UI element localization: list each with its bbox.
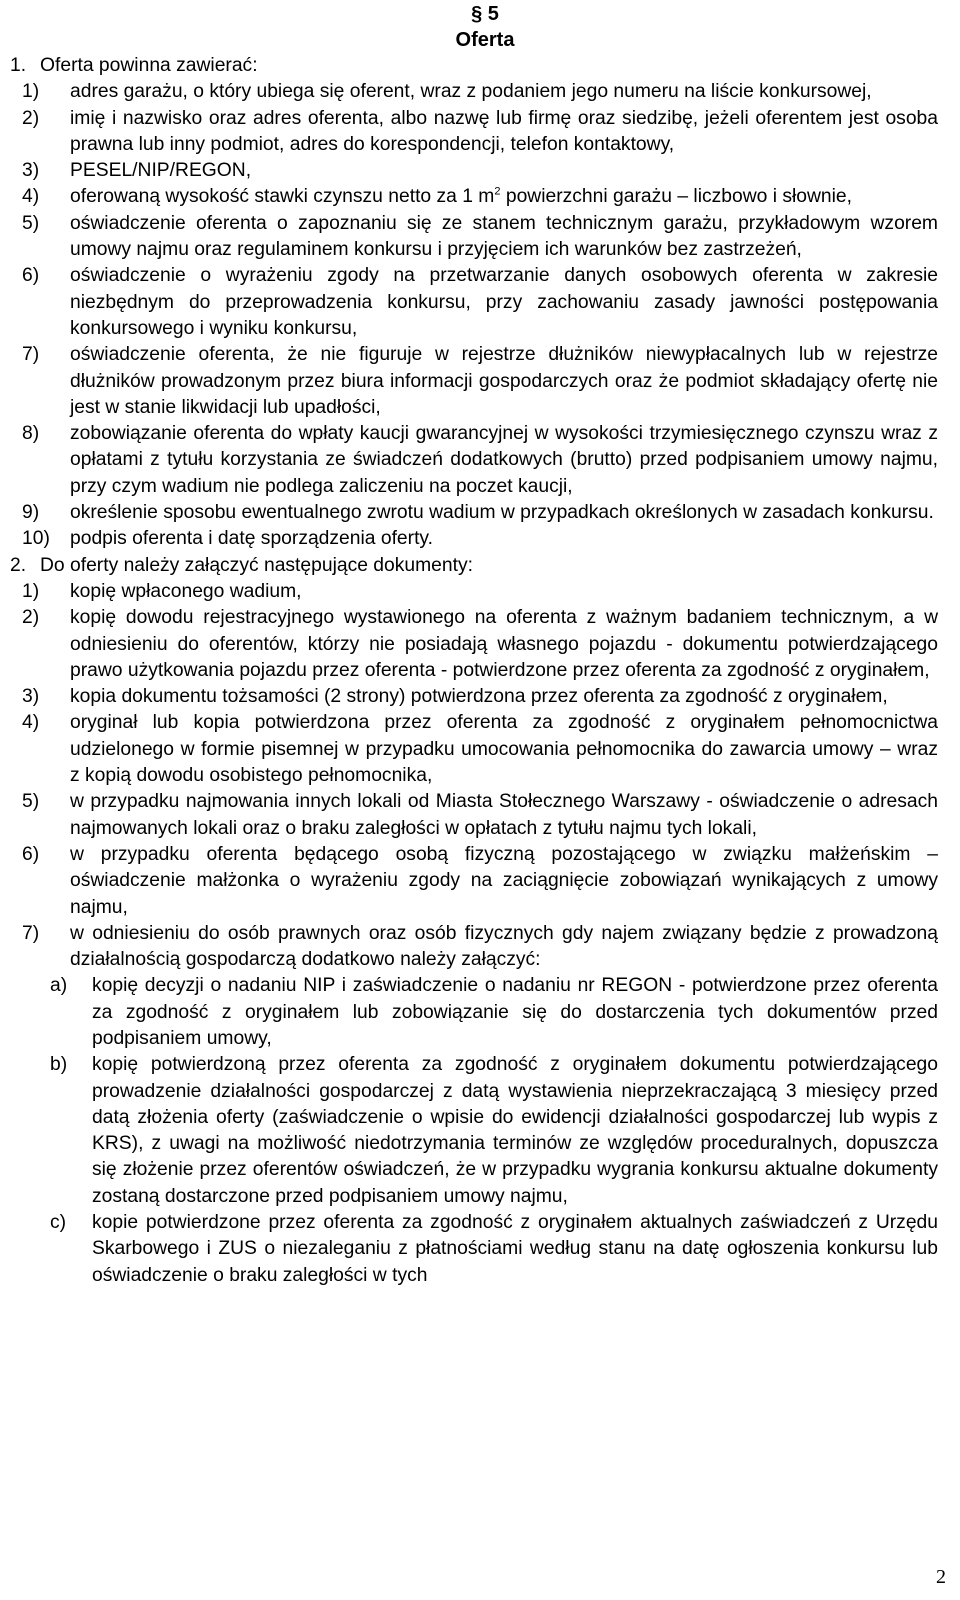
item-text: kopia dokumentu tożsamości (2 strony) potwierdzona przez oferenta za zgodność z oryginałem, [70, 686, 888, 708]
item-number: 2) [22, 607, 40, 629]
item-number: 7) [22, 344, 40, 366]
item-text: adres garażu, o który ubiega się oferent, wraz z podaniem jego numeru na liście konkursowej, [70, 81, 872, 103]
section-2-number: 2. [10, 554, 27, 576]
item-number: 9) [22, 502, 40, 524]
item-number: 1) [22, 580, 40, 602]
item-text: oświadczenie oferenta, że nie figuruje w rejestrze dłużników niewypłacalnych lub w rejestrze dłużników prowadzonym przez biura informacji gospodarczych oraz że podmiot składający ofertę nie jest w stanie likwidacji lub upadłości, [70, 344, 938, 418]
list-item [22, 579, 938, 605]
item-number: 2) [22, 107, 40, 129]
item-text: kopię wpłaconego wadium, [70, 580, 302, 602]
item-text: zobowiązanie oferenta do wpłaty kaucji gwarancyjnej w wysokości trzymiesięcznego czynszu wraz z opłatami z tytułu korzystania ze świadczeń dodatkowych (brutto) przed podpisaniem umowy najmu, przy czym wadium nie podlega zaliczeniu na poczet kaucji, [70, 423, 938, 497]
item-number: 7) [22, 922, 40, 944]
list-item [22, 263, 938, 342]
section-2-title: Do oferty należy załączyć następujące dokumenty: [40, 554, 473, 576]
section-1-number: 1. [10, 55, 27, 76]
item-text: w przypadku oferenta będącego osobą fizyczną pozostającego w związku małżeńskim – oświadczenie małżonka o wyrażeniu zgody na zaciągnięcie zobowiązań wynikających z umowy najmu, [70, 843, 938, 918]
item-number: 1) [22, 81, 40, 103]
item-number: 3) [22, 686, 40, 708]
list-item [22, 211, 938, 264]
item-text: oryginał lub kopia potwierdzona przez oferenta za zgodność z oryginałem pełnomocnictwa udzielonego w formie pisemnej w przypadku umocowania pełnomocnika do zawarcia umowy – wraz z kopią dowodu osobistego pełnomocnika, [70, 712, 938, 787]
item-text: podpis oferenta i datę sporządzenia oferty. [70, 528, 434, 550]
heading [10, 1, 938, 53]
sub-item-text: kopię decyzji o nadaniu NIP i zaświadczenie o nadaniu nr REGON - potwierdzone przez oferenta za zgodność z oryginałem lub zobowiązanie się do dostarczenia tych dokumentów przed podpisaniem umowy, [92, 975, 938, 1049]
list-item [22, 921, 938, 974]
sub-item-letter: a) [50, 975, 68, 997]
section-1-header [10, 53, 938, 79]
list-item [22, 421, 938, 500]
list-item [22, 789, 938, 842]
item-number: 10) [22, 528, 50, 550]
item-number: 5) [22, 212, 40, 234]
item-text: oświadczenie o wyrażeniu zgody na przetwarzanie danych osobowych oferenta w zakresie niezbędnym do przeprowadzenia konkursu, przy zachowaniu zasady jawności postępowania konkursowego i wyniku konkursu, [70, 265, 938, 339]
section-1-title: Oferta powinna zawierać: [40, 55, 258, 76]
item-number: 6) [22, 265, 40, 287]
list-item [22, 106, 938, 159]
sub-list-item [50, 1210, 938, 1289]
list-item [22, 342, 938, 421]
item-text-part: powierzchni garażu – liczbowo i słownie, [500, 186, 853, 208]
item-number: 4) [22, 712, 40, 734]
list-item [22, 605, 938, 684]
item-number: 3) [22, 160, 40, 182]
list-item [22, 526, 938, 552]
list-item [22, 842, 938, 921]
list-item [22, 710, 938, 789]
list-item [22, 500, 938, 526]
item-number: 4) [22, 186, 40, 208]
heading-title: Oferta [455, 29, 515, 51]
sub-item-text: kopię potwierdzoną przez oferenta za zgodność z oryginałem dokumentu potwierdzającego prowadzenie działalności gospodarczej z datą wystawienia nieprzekraczającą 3 miesięcy przed datą złożenia oferty (zaświadczenie o wpisie do ewidencji działalności gospodarczej lub wypis z KRS), z uwagi na możliwość niedotrzymania terminów ze względów proceduralnych, dopuszcza się złożenie przez oferentów oświadczeń, że w przypadku wygrania konkursu aktualne dokumenty zostaną dostarczone przed podpisaniem umowy najmu, [92, 1054, 938, 1207]
item-text: w przypadku najmowania innych lokali od Miasta Stołecznego Warszawy - oświadczenie o adresach najmowanych lokali oraz o braku zaległości w opłatach z tytułu najmu tych lokali, [70, 791, 938, 839]
item-text-part: oferowaną wysokość stawki czynszu netto za 1 m [70, 186, 495, 208]
item-text: w odniesieniu do osób prawnych oraz osób fizycznych gdy najem związany będzie z prowadzoną działalnością gospodarczą dodatkowo należy załączyć: [70, 922, 938, 971]
sub-item-letter: b) [50, 1054, 68, 1076]
section-2-header [10, 553, 938, 579]
list-item [22, 79, 938, 105]
item-number: 6) [22, 843, 40, 865]
section-symbol: § 5 [471, 3, 499, 25]
list-item [22, 158, 938, 184]
list-item [22, 684, 938, 710]
sub-list-item [50, 1052, 938, 1210]
item-text: PESEL/NIP/REGON, [70, 160, 252, 182]
page-number: 2 [936, 1565, 946, 1588]
item-text: oświadczenie oferenta o zapoznaniu się ze stanem technicznym garażu, przykładowym wzorem umowy najmu oraz regulaminem konkursu i przyjęciem ich warunków bez zastrzeżeń, [70, 212, 938, 261]
item-text: kopię dowodu rejestracyjnego wystawionego na oferenta z ważnym badaniem technicznym, a w odniesieniu do oferentów, którzy nie posiadają własnego pojazdu - dokumentu potwierdzającego prawo użytkowania pojazdu przez oferenta - potwierdzone przez oferenta za zgodność z oryginałem, [70, 607, 938, 681]
item-number: 8) [22, 423, 40, 445]
sub-item-letter: c) [50, 1212, 67, 1234]
item-text: imię i nazwisko oraz adres oferenta, albo nazwę lub firmę oraz siedzibę, jeżeli oferentem jest osoba prawna lub inny podmiot, adres do korespondencji, telefon kontaktowy, [70, 107, 938, 155]
list-item [22, 184, 938, 210]
section-2 [10, 553, 938, 1289]
item-text: określenie sposobu ewentualnego zwrotu wadium w przypadkach określonych w zasadach konkursu. [70, 502, 934, 524]
superscript: 2 [494, 186, 501, 199]
sub-list-item [50, 973, 938, 1052]
sub-item-text: kopie potwierdzone przez oferenta za zgodność z oryginałem aktualnych zaświadczeń z Urzędu Skarbowego i ZUS o niezaleganiu z płatnościami według stanu na datę ogłoszenia konkursu lub oświadczenie o braku zaległości w tych [92, 1212, 938, 1286]
item-text [70, 184, 938, 210]
section-1 [10, 53, 938, 553]
item-number: 5) [22, 791, 40, 813]
